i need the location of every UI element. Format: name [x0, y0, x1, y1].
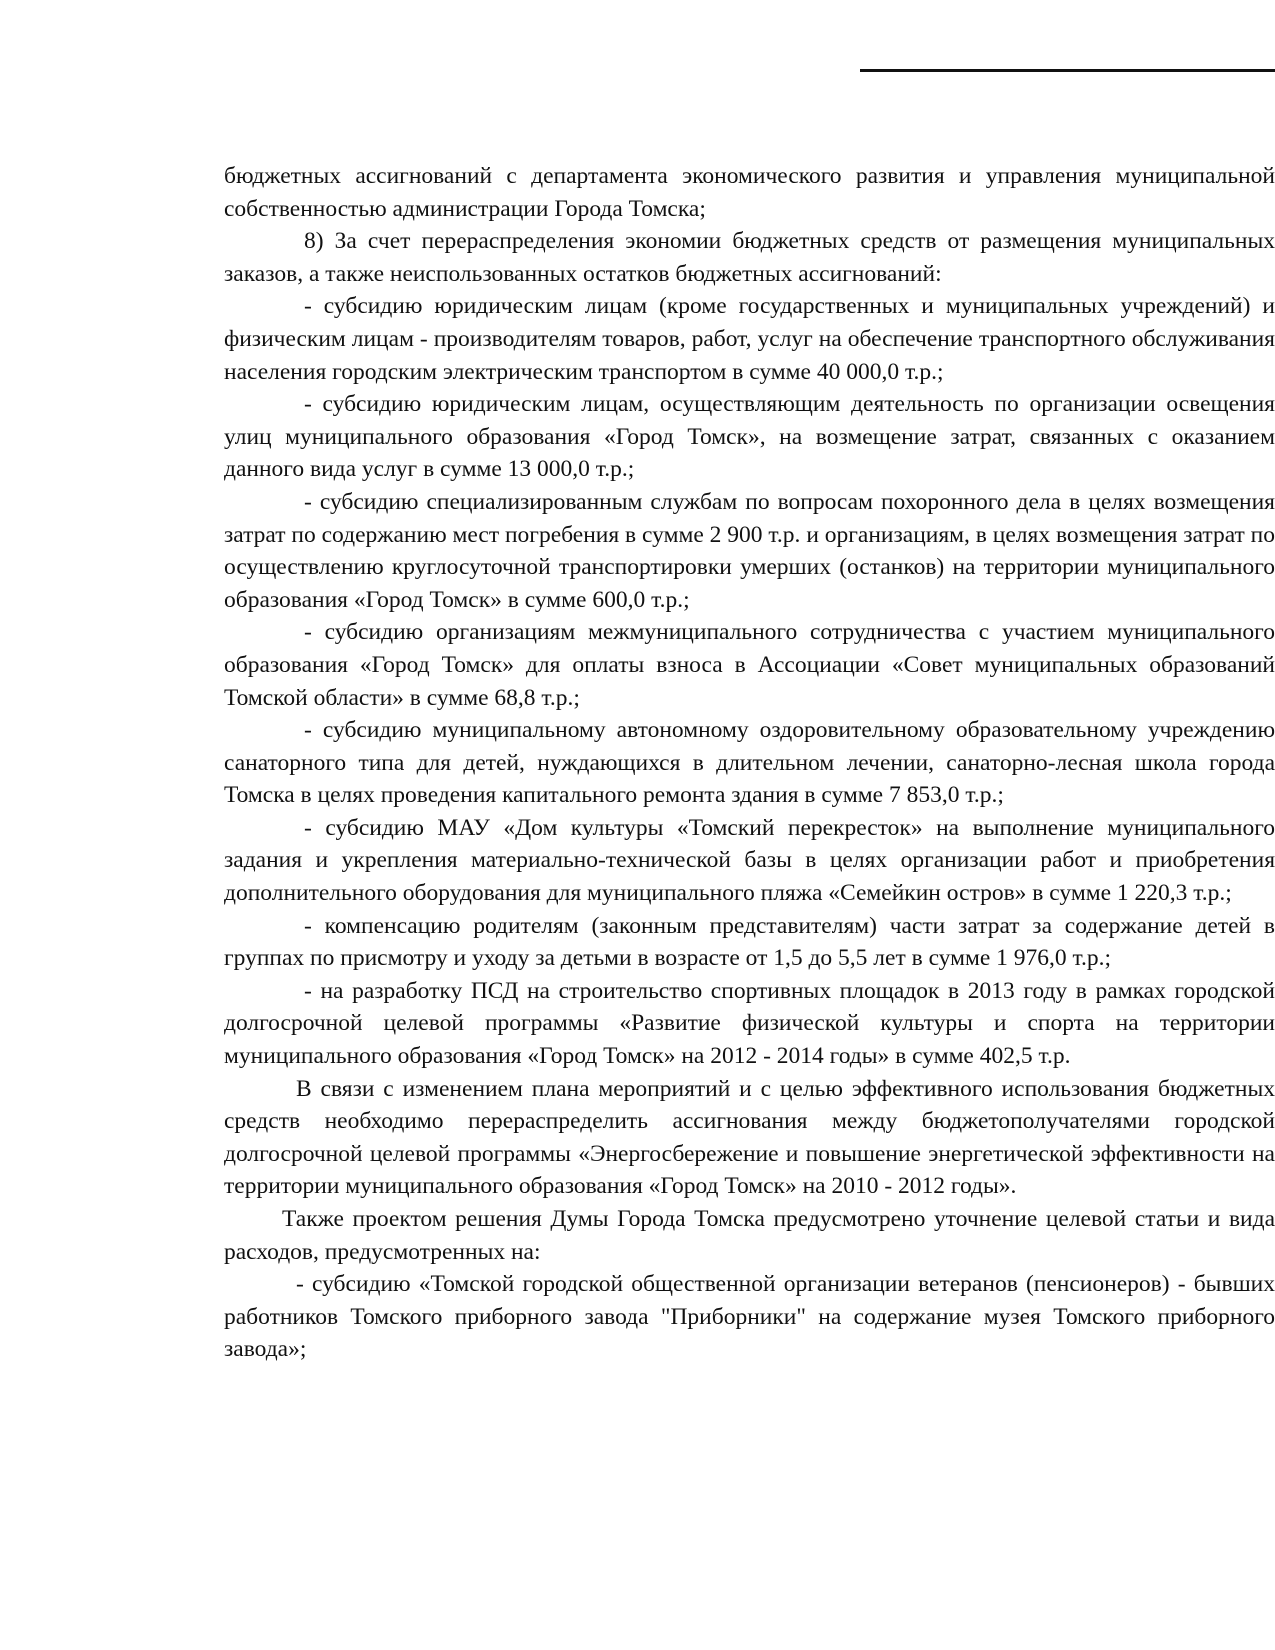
paragraph-subsidy-school: - субсидию муниципальному автономному оздоровительному образовательному учреждению санаторного типа для детей, нуждающихся в длительном лечении, санаторно-лесная школа города Томска в целях проведения капитального ремонта здания в сумме 7 853,0 т.р.; — [224, 717, 1275, 809]
paragraph-compensation-parents: - компенсацию родителям (законным представителям) части затрат за содержание детей в группах по присмотру и уходу за детьми в возрасте от 1,5 до 5,5 лет в сумме 1 976,0 т.р.; — [224, 912, 1275, 972]
paragraph-subsidy-funeral: - субсидию специализированным службам по вопросам похоронного дела в целях возмещения затрат по содержанию мест погребения в сумме 2 900 т.р. и организациям, в целях возмещения затрат по осуществлению круглосуточной транспортировки умерших (останков) на территории муниципального образования «Город Томск» в сумме 600,0 т.р.; — [224, 488, 1275, 613]
paragraph-subsidy-lighting: - субсидию юридическим лицам, осуществляющим деятельность по организации освещения улиц муниципального образования «Город Томск», на возмещение затрат, связанных с оказанием данного вида услуг в сумме 13 000,0 т.р.; — [224, 391, 1275, 483]
paragraph-energy-program: В связи с изменением плана мероприятий и с целью эффективного использования бюджетных средств необходимо перераспределить ассигнования между бюджетополучателями городской долгосрочной целевой программы «Энергосбережение и повышение энергетической эффективности на территории муниципального образования «Город Томск» на 2010 - 2012 годы». — [224, 1075, 1275, 1200]
paragraph-duma-draft: Также проектом решения Думы Города Томска предусмотрено уточнение целевой статьи и вида расходов, предусмотренных на: — [224, 1206, 1275, 1265]
paragraph-sports-psd: - на разработку ПСД на строительство спортивных площадок в 2013 году в рамках городской долгосрочной целевой программы «Развитие физической культуры и спорта на территории муниципального образования «Город Томск» на 2012 - 2014 годы» в сумме 402,5 т.р. — [224, 977, 1275, 1070]
paragraph-item-8: 8) За счет перераспределения экономии бюджетных средств от размещения муниципальных заказов, а также неиспользованных остатков бюджетных ассигнований: — [224, 228, 1275, 287]
paragraph-subsidy-culture-house: - субсидию МАУ «Дом культуры «Томский перекресток» на выполнение муниципального задания и укрепления материально-технической базы в целях организации работ и приобретения дополнительного оборудования для муниципального пляжа «Семейкин остров» в сумме 1 220,3 т.р.; — [224, 814, 1275, 907]
header-rule — [860, 69, 1275, 72]
paragraph-subsidy-transport: - субсидию юридическим лицам (кроме государственных и муниципальных учреждений) и физическим лицам - производителям товаров, работ, услуг на обеспечение транспортного обслуживания населения городским электрическим транспортом в сумме 40 000,0 т.р.; — [224, 293, 1275, 385]
document-body — [224, 160, 1275, 1366]
paragraph-subsidy-veterans: - субсидию «Томской городской общественной организации ветеранов (пенсионеров) - бывших работников Томского приборного завода "Приборники" на содержание музея Томского приборного завода»; — [224, 1271, 1275, 1363]
paragraph-subsidy-association: - субсидию организациям межмуниципального сотрудничества с участием муниципального образования «Город Томск» для оплаты взноса в Ассоциации «Совет муниципальных образований Томской области» в сумме 68,8 т.р.; — [224, 619, 1275, 711]
paragraph-continuation: бюджетных ассигнований с департамента экономического развития и управления муниципальной собственностью администрации Города Томска; — [224, 163, 1275, 222]
